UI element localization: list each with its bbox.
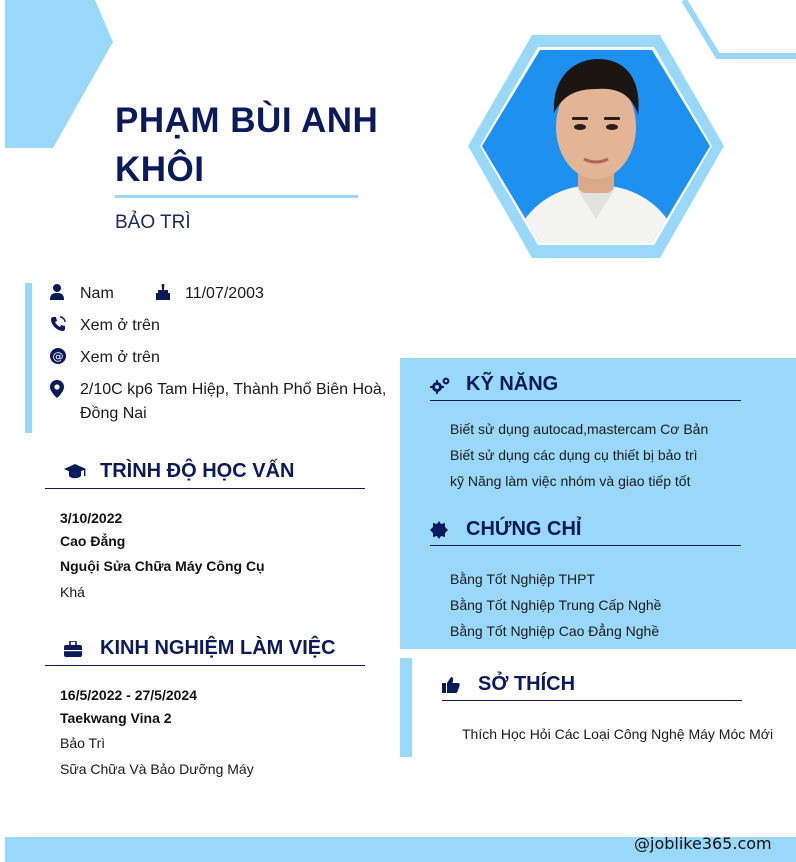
phone-icon [50, 314, 80, 332]
education-rule [45, 488, 365, 489]
map-pin-icon [50, 378, 80, 398]
education-title: TRÌNH ĐỘ HỌC VẤN [100, 460, 295, 482]
email-row [50, 346, 160, 370]
certificate-item: Bằng Tốt Nghiệp Trung Cấp Nghề [450, 597, 662, 613]
job-position: BẢO TRÌ [115, 212, 191, 233]
education-heading [64, 460, 294, 483]
address-line-2: Đồng Nai [80, 405, 147, 422]
corner-decoration-left [5, 0, 113, 148]
phone-value: Xem ở trên [80, 317, 160, 334]
hobbies-rule [442, 700, 742, 701]
name-underline [115, 195, 358, 198]
birthday-row [155, 282, 264, 306]
info-accent-bar [25, 283, 32, 433]
user-icon [50, 282, 80, 300]
experience-role: Bảo Trì [60, 735, 106, 751]
education-level: Cao Đẳng [60, 533, 126, 549]
address-row [50, 378, 386, 426]
svg-text:@: @ [52, 350, 64, 363]
skill-item: Biết sử dụng autocad,mastercam Cơ Bản [450, 421, 709, 437]
hobbies-heading [442, 673, 575, 696]
email-value: Xem ở trên [80, 349, 160, 366]
education-grade: Khá [60, 584, 85, 600]
name-line-2: KHÔI [115, 150, 205, 189]
certificate-item: Bằng Tốt Nghiệp THPT [450, 571, 596, 587]
education-date: 3/10/2022 [60, 510, 123, 526]
gender-value: Nam [80, 285, 114, 302]
skills-title: KỸ NĂNG [466, 373, 559, 395]
skill-item: kỹ Năng làm việc nhóm và giao tiếp tốt [450, 473, 691, 489]
experience-title: KINH NGHIỆM LÀM VIỆC [100, 637, 336, 659]
hobbies-title: SỞ THÍCH [478, 673, 576, 695]
experience-heading [64, 637, 336, 660]
skills-rule [430, 400, 741, 401]
profile-photo [468, 35, 724, 258]
candidate-name [115, 96, 405, 194]
certificates-rule [430, 545, 741, 546]
name-line-1: PHẠM BÙI ANH [115, 101, 379, 140]
address-value [80, 378, 386, 426]
certificates-title: CHỨNG CHỈ [466, 518, 582, 540]
experience-company: Taekwang Vina 2 [60, 710, 172, 726]
certificates-heading [430, 518, 581, 541]
skill-item: Biết sử dụng các dụng cụ thiết bị bảo trì [450, 447, 698, 463]
experience-rule [45, 665, 365, 666]
birthday-cake-icon [155, 282, 185, 300]
footer-website: @joblike365.com [634, 834, 772, 853]
gender-row [50, 282, 114, 306]
hobby-item: Thích Học Hỏi Các Loại Công Nghệ Máy Móc Mới [462, 726, 774, 742]
skills-heading [430, 373, 558, 396]
phone-row [50, 314, 160, 338]
experience-description: Sữa Chữa Và Bảo Dưỡng Máy [60, 761, 254, 777]
birthday-value: 11/07/2003 [185, 285, 264, 302]
certificate-item: Bằng Tốt Nghiệp Cao Đẳng Nghề [450, 623, 660, 639]
at-sign-icon [50, 346, 80, 364]
education-major: Nguội Sửa Chữa Máy Công Cụ [60, 558, 265, 574]
graduation-cap-icon [64, 464, 100, 480]
briefcase-icon [64, 641, 100, 657]
experience-period: 16/5/2022 - 27/5/2024 [60, 687, 198, 703]
address-line-1: 2/10C kp6 Tam Hiệp, Thành Phố Biên Hoà, [80, 381, 387, 398]
certificate-icon [430, 521, 466, 539]
gears-icon [430, 376, 466, 394]
thumbs-up-icon [442, 677, 478, 693]
hobby-accent-bar [400, 658, 412, 757]
